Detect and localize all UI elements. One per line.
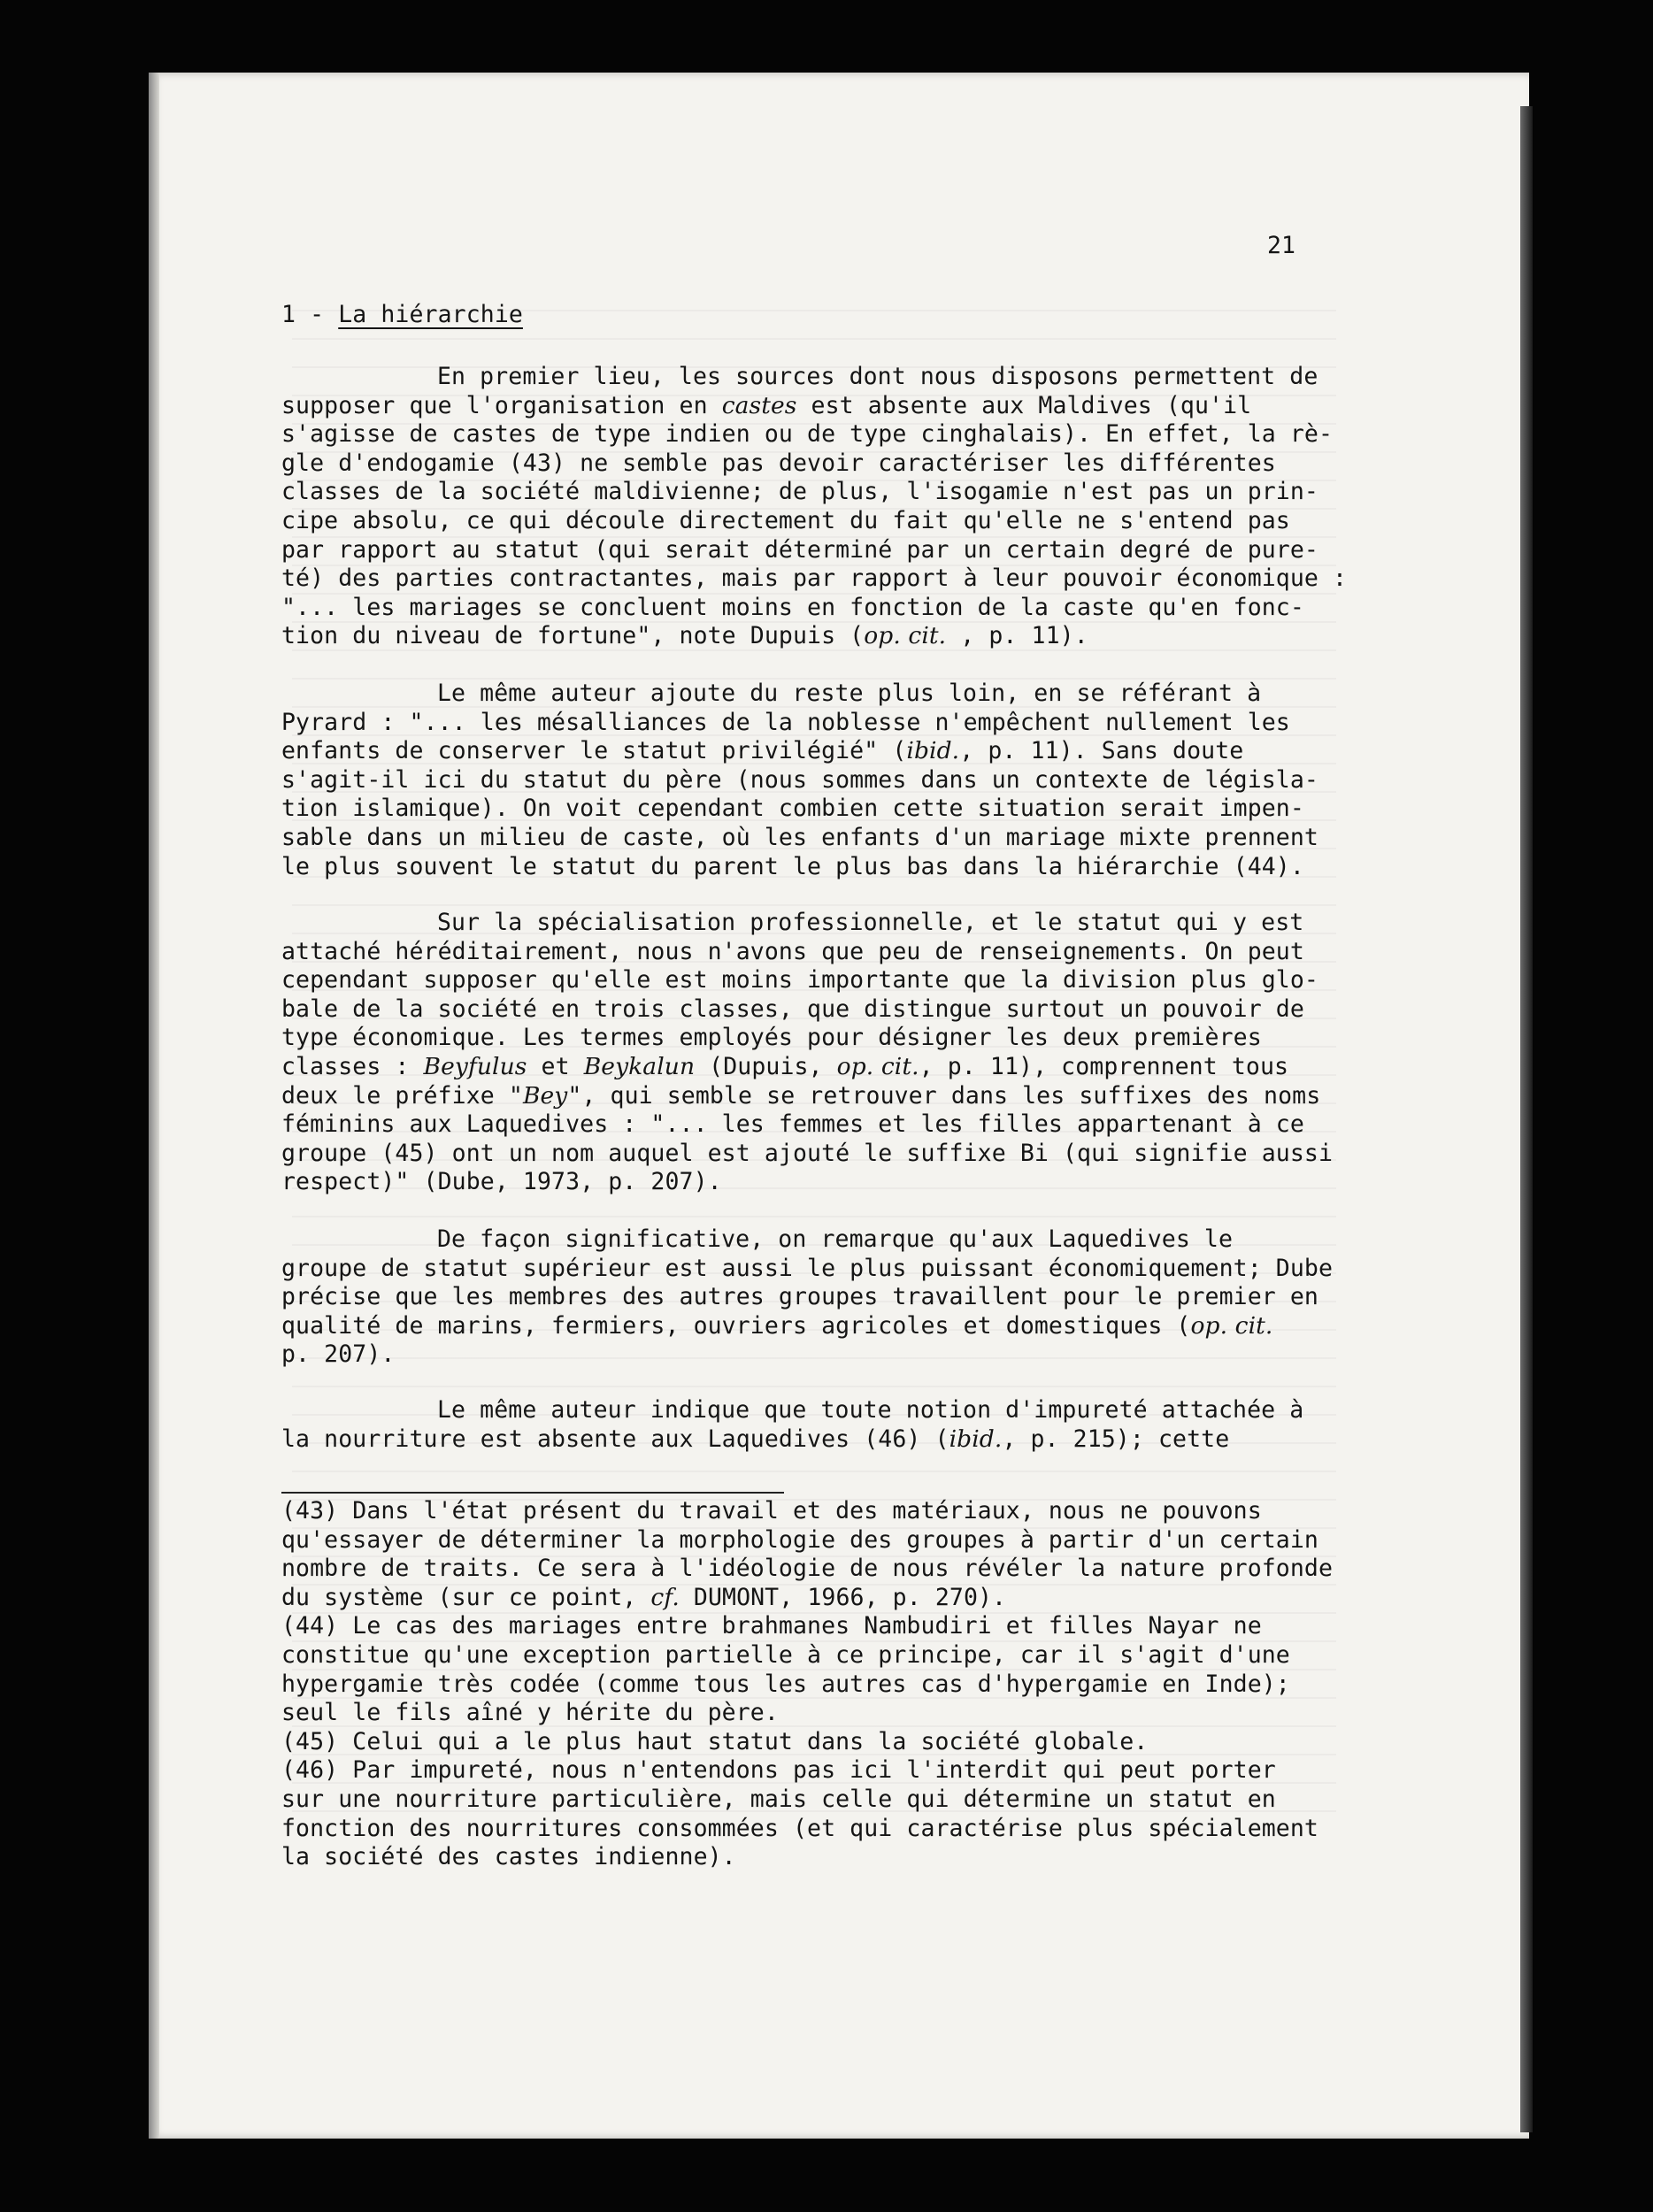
text-line bbox=[281, 1671, 1333, 1700]
footnotes bbox=[281, 1497, 1333, 1872]
text-line bbox=[281, 1699, 1333, 1728]
text-line bbox=[281, 909, 1333, 938]
text-line bbox=[281, 1053, 1333, 1082]
italic-span: Beyfulus bbox=[423, 1052, 527, 1080]
text-line bbox=[281, 565, 1347, 594]
text-line bbox=[281, 1555, 1333, 1584]
text-span: cependant supposer qu'elle est moins importante que la division plus glo- bbox=[281, 966, 1319, 995]
text-span: p. 207). bbox=[281, 1340, 396, 1369]
italic-span: cf. bbox=[650, 1583, 680, 1611]
text-span: attaché héréditairement, nous n'avons que peu de renseignements. On peut bbox=[281, 937, 1304, 965]
text-span: En premier lieu, les sources dont nous disposons permettent de bbox=[437, 363, 1319, 390]
paragraph-5 bbox=[281, 1396, 1303, 1454]
section-heading-prefix: 1 - bbox=[281, 301, 339, 328]
text-line bbox=[281, 507, 1347, 536]
text-span: sur une nourriture particulière, mais celle qui détermine un statut en bbox=[281, 1785, 1276, 1813]
text-line bbox=[281, 795, 1319, 824]
text-span: la société des castes indienne). bbox=[281, 1843, 736, 1871]
paragraph-3 bbox=[281, 909, 1333, 1197]
text-span: par rapport au statut (qui serait déterminé par un certain degré de pure- bbox=[281, 535, 1319, 564]
text-span: gle d'endogamie (43) ne semble pas devoir caractériser les différentes bbox=[281, 449, 1276, 477]
text-span: constitue qu'une exception partielle à ce principe, car il s'agit d'une bbox=[281, 1640, 1290, 1669]
text-span: groupe (45) ont un nom auquel est ajouté le suffixe Bi (qui signifie aussi bbox=[281, 1139, 1334, 1167]
text-span: enfants de conserver le statut privilégié" ( bbox=[281, 737, 907, 765]
text-span: De façon significative, on remarque qu'aux Laquedives le bbox=[437, 1225, 1234, 1253]
text-span: fonction des nourritures consommées (et qui caractérise plus spécialement bbox=[281, 1814, 1319, 1842]
italic-span: ibid. bbox=[949, 1425, 1003, 1453]
section-heading bbox=[281, 301, 523, 330]
text-span: tion islamique). On voit cependant combien cette situation serait impen- bbox=[281, 795, 1304, 823]
text-line bbox=[281, 709, 1319, 738]
text-span: Le même auteur ajoute du reste plus loin, en se référant à bbox=[437, 680, 1262, 707]
text-line bbox=[281, 1082, 1333, 1111]
italic-span: op. cit. bbox=[1190, 1311, 1273, 1340]
text-span: respect)" (Dube, 1973, p. 207). bbox=[281, 1168, 722, 1196]
paragraph-4 bbox=[281, 1225, 1333, 1370]
text-span: classes : bbox=[281, 1052, 424, 1080]
text-line bbox=[281, 1526, 1333, 1555]
text-line bbox=[281, 449, 1347, 479]
text-span: Le même auteur indique que toute notion d'impureté attachée à bbox=[437, 1396, 1304, 1424]
text-span: DUMONT, 1966, p. 270). bbox=[679, 1583, 1007, 1611]
text-line bbox=[281, 853, 1319, 882]
text-line bbox=[281, 766, 1319, 795]
text-line bbox=[281, 1756, 1333, 1786]
text-span: qu'essayer de déterminer la morphologie des groupes à partir d'un certain bbox=[281, 1525, 1319, 1554]
paragraph-2 bbox=[281, 680, 1319, 881]
text-line bbox=[281, 1815, 1333, 1844]
text-line bbox=[281, 478, 1347, 507]
text-span: hypergamie très codée (comme tous les autres cas d'hypergamie en Inde); bbox=[281, 1670, 1290, 1698]
text-span: s'agisse de castes de type indien ou de type cinghalais). En effet, la rè- bbox=[281, 420, 1334, 449]
text-line bbox=[281, 1312, 1333, 1341]
text-span: qualité de marins, fermiers, ouvriers agricoles et domestiques ( bbox=[281, 1311, 1191, 1340]
text-line bbox=[281, 680, 1319, 709]
italic-span: ibid. bbox=[906, 737, 960, 765]
text-span: nombre de traits. Ce sera à l'idéologie de nous révéler la nature profonde bbox=[281, 1555, 1334, 1583]
text-span: tion du niveau de fortune", note Dupuis ( bbox=[281, 622, 865, 650]
text-line bbox=[281, 1612, 1333, 1641]
text-line bbox=[281, 622, 1347, 651]
text-span: té) des parties contractantes, mais par rapport à leur pouvoir économique : bbox=[281, 565, 1348, 593]
text-span: la nourriture est absente aux Laquedives (46) ( bbox=[281, 1425, 950, 1453]
text-span: Sur la spécialisation professionnelle, et le statut qui y est bbox=[437, 909, 1304, 936]
binding-shadow bbox=[149, 73, 159, 2139]
text-span: , p. 11), comprennent tous bbox=[919, 1052, 1289, 1080]
italic-span: op. cit. bbox=[864, 622, 947, 650]
text-line bbox=[281, 1425, 1303, 1455]
text-span: type économique. Les termes employés pour désigner les deux premières bbox=[281, 1024, 1262, 1052]
text-span: classes de la société maldivienne; de plus, l'isogamie n'est pas un prin- bbox=[281, 478, 1319, 506]
text-line bbox=[281, 824, 1319, 853]
section-heading-title: La hiérarchie bbox=[338, 301, 523, 328]
text-span: est absente aux Maldives (qu'il bbox=[796, 391, 1252, 419]
text-line bbox=[281, 392, 1347, 421]
text-line bbox=[281, 1255, 1333, 1284]
text-span: "... les mariages se concluent moins en fonction de la caste qu'en fonc- bbox=[281, 593, 1304, 621]
text-span: (46) Par impureté, nous n'entendons pas ici l'interdit qui peut porter bbox=[281, 1756, 1276, 1785]
text-span: le plus souvent le statut du parent le plus bas dans la hiérarchie (44). bbox=[281, 852, 1304, 880]
italic-span: Bey bbox=[522, 1081, 568, 1110]
text-line bbox=[281, 995, 1333, 1025]
text-span: (45) Celui qui a le plus haut statut dans la société globale. bbox=[281, 1727, 1149, 1755]
text-line bbox=[281, 737, 1319, 766]
text-span: (44) Le cas des mariages entre brahmanes Nambudiri et filles Nayar ne bbox=[281, 1612, 1262, 1640]
text-span: sable dans un milieu de caste, où les enfants d'un mariage mixte prennent bbox=[281, 823, 1319, 851]
page-number: 21 bbox=[1267, 232, 1296, 259]
text-span: féminins aux Laquedives : "... les femmes et les filles appartenant à ce bbox=[281, 1110, 1304, 1139]
text-line bbox=[281, 1641, 1333, 1671]
text-line bbox=[281, 1584, 1333, 1613]
text-span: précise que les membres des autres groupes travaillent pour le premier en bbox=[281, 1283, 1319, 1311]
text-line bbox=[281, 1283, 1333, 1312]
text-line bbox=[281, 1140, 1333, 1169]
text-span: , p. 215); cette bbox=[1002, 1425, 1230, 1453]
text-line bbox=[281, 938, 1333, 967]
text-line bbox=[281, 1786, 1333, 1815]
text-span: seul le fils aîné y hérite du père. bbox=[281, 1699, 779, 1727]
text-span: , p. 11). bbox=[946, 622, 1088, 650]
text-line bbox=[281, 1110, 1333, 1140]
footnote-separator bbox=[281, 1492, 784, 1494]
text-span: , p. 11). Sans doute bbox=[959, 737, 1244, 765]
text-line bbox=[281, 1168, 1333, 1197]
paragraph-1 bbox=[281, 363, 1347, 651]
text-line bbox=[281, 1497, 1333, 1526]
text-line bbox=[281, 1843, 1333, 1872]
text-span: du système (sur ce point, bbox=[281, 1583, 651, 1611]
text-span: Pyrard : "... les mésalliances de la noblesse n'empêchent nullement les bbox=[281, 708, 1290, 736]
text-span: et bbox=[527, 1052, 584, 1080]
italic-span: op. cit. bbox=[836, 1052, 919, 1080]
text-line bbox=[281, 363, 1347, 392]
text-line bbox=[281, 594, 1347, 623]
text-span: groupe de statut supérieur est aussi le plus puissant économiquement; Dube bbox=[281, 1254, 1334, 1282]
text-span: supposer que l'organisation en bbox=[281, 391, 722, 419]
text-line bbox=[281, 1225, 1333, 1255]
text-line bbox=[281, 1340, 1333, 1370]
text-span: cipe absolu, ce qui découle directement du fait qu'elle ne s'entend pas bbox=[281, 506, 1290, 534]
text-line bbox=[281, 966, 1333, 995]
italic-span: castes bbox=[721, 391, 797, 419]
text-span: deux le préfixe " bbox=[281, 1081, 523, 1110]
page-edge bbox=[1520, 106, 1533, 2132]
text-span: bale de la société en trois classes, que distingue surtout un pouvoir de bbox=[281, 995, 1304, 1023]
text-line bbox=[281, 1396, 1303, 1425]
text-span: (43) Dans l'état présent du travail et des matériaux, nous ne pouvons bbox=[281, 1497, 1262, 1525]
text-line bbox=[281, 420, 1347, 449]
text-line bbox=[281, 536, 1347, 565]
text-span: ", qui semble se retrouver dans les suffixes des noms bbox=[567, 1081, 1321, 1110]
text-span: (Dupuis, bbox=[695, 1052, 837, 1080]
text-line bbox=[281, 1728, 1333, 1757]
italic-span: Beykalun bbox=[583, 1052, 696, 1080]
text-line bbox=[281, 1024, 1333, 1053]
text-span: s'agit-il ici du statut du père (nous sommes dans un contexte de législa- bbox=[281, 765, 1319, 794]
